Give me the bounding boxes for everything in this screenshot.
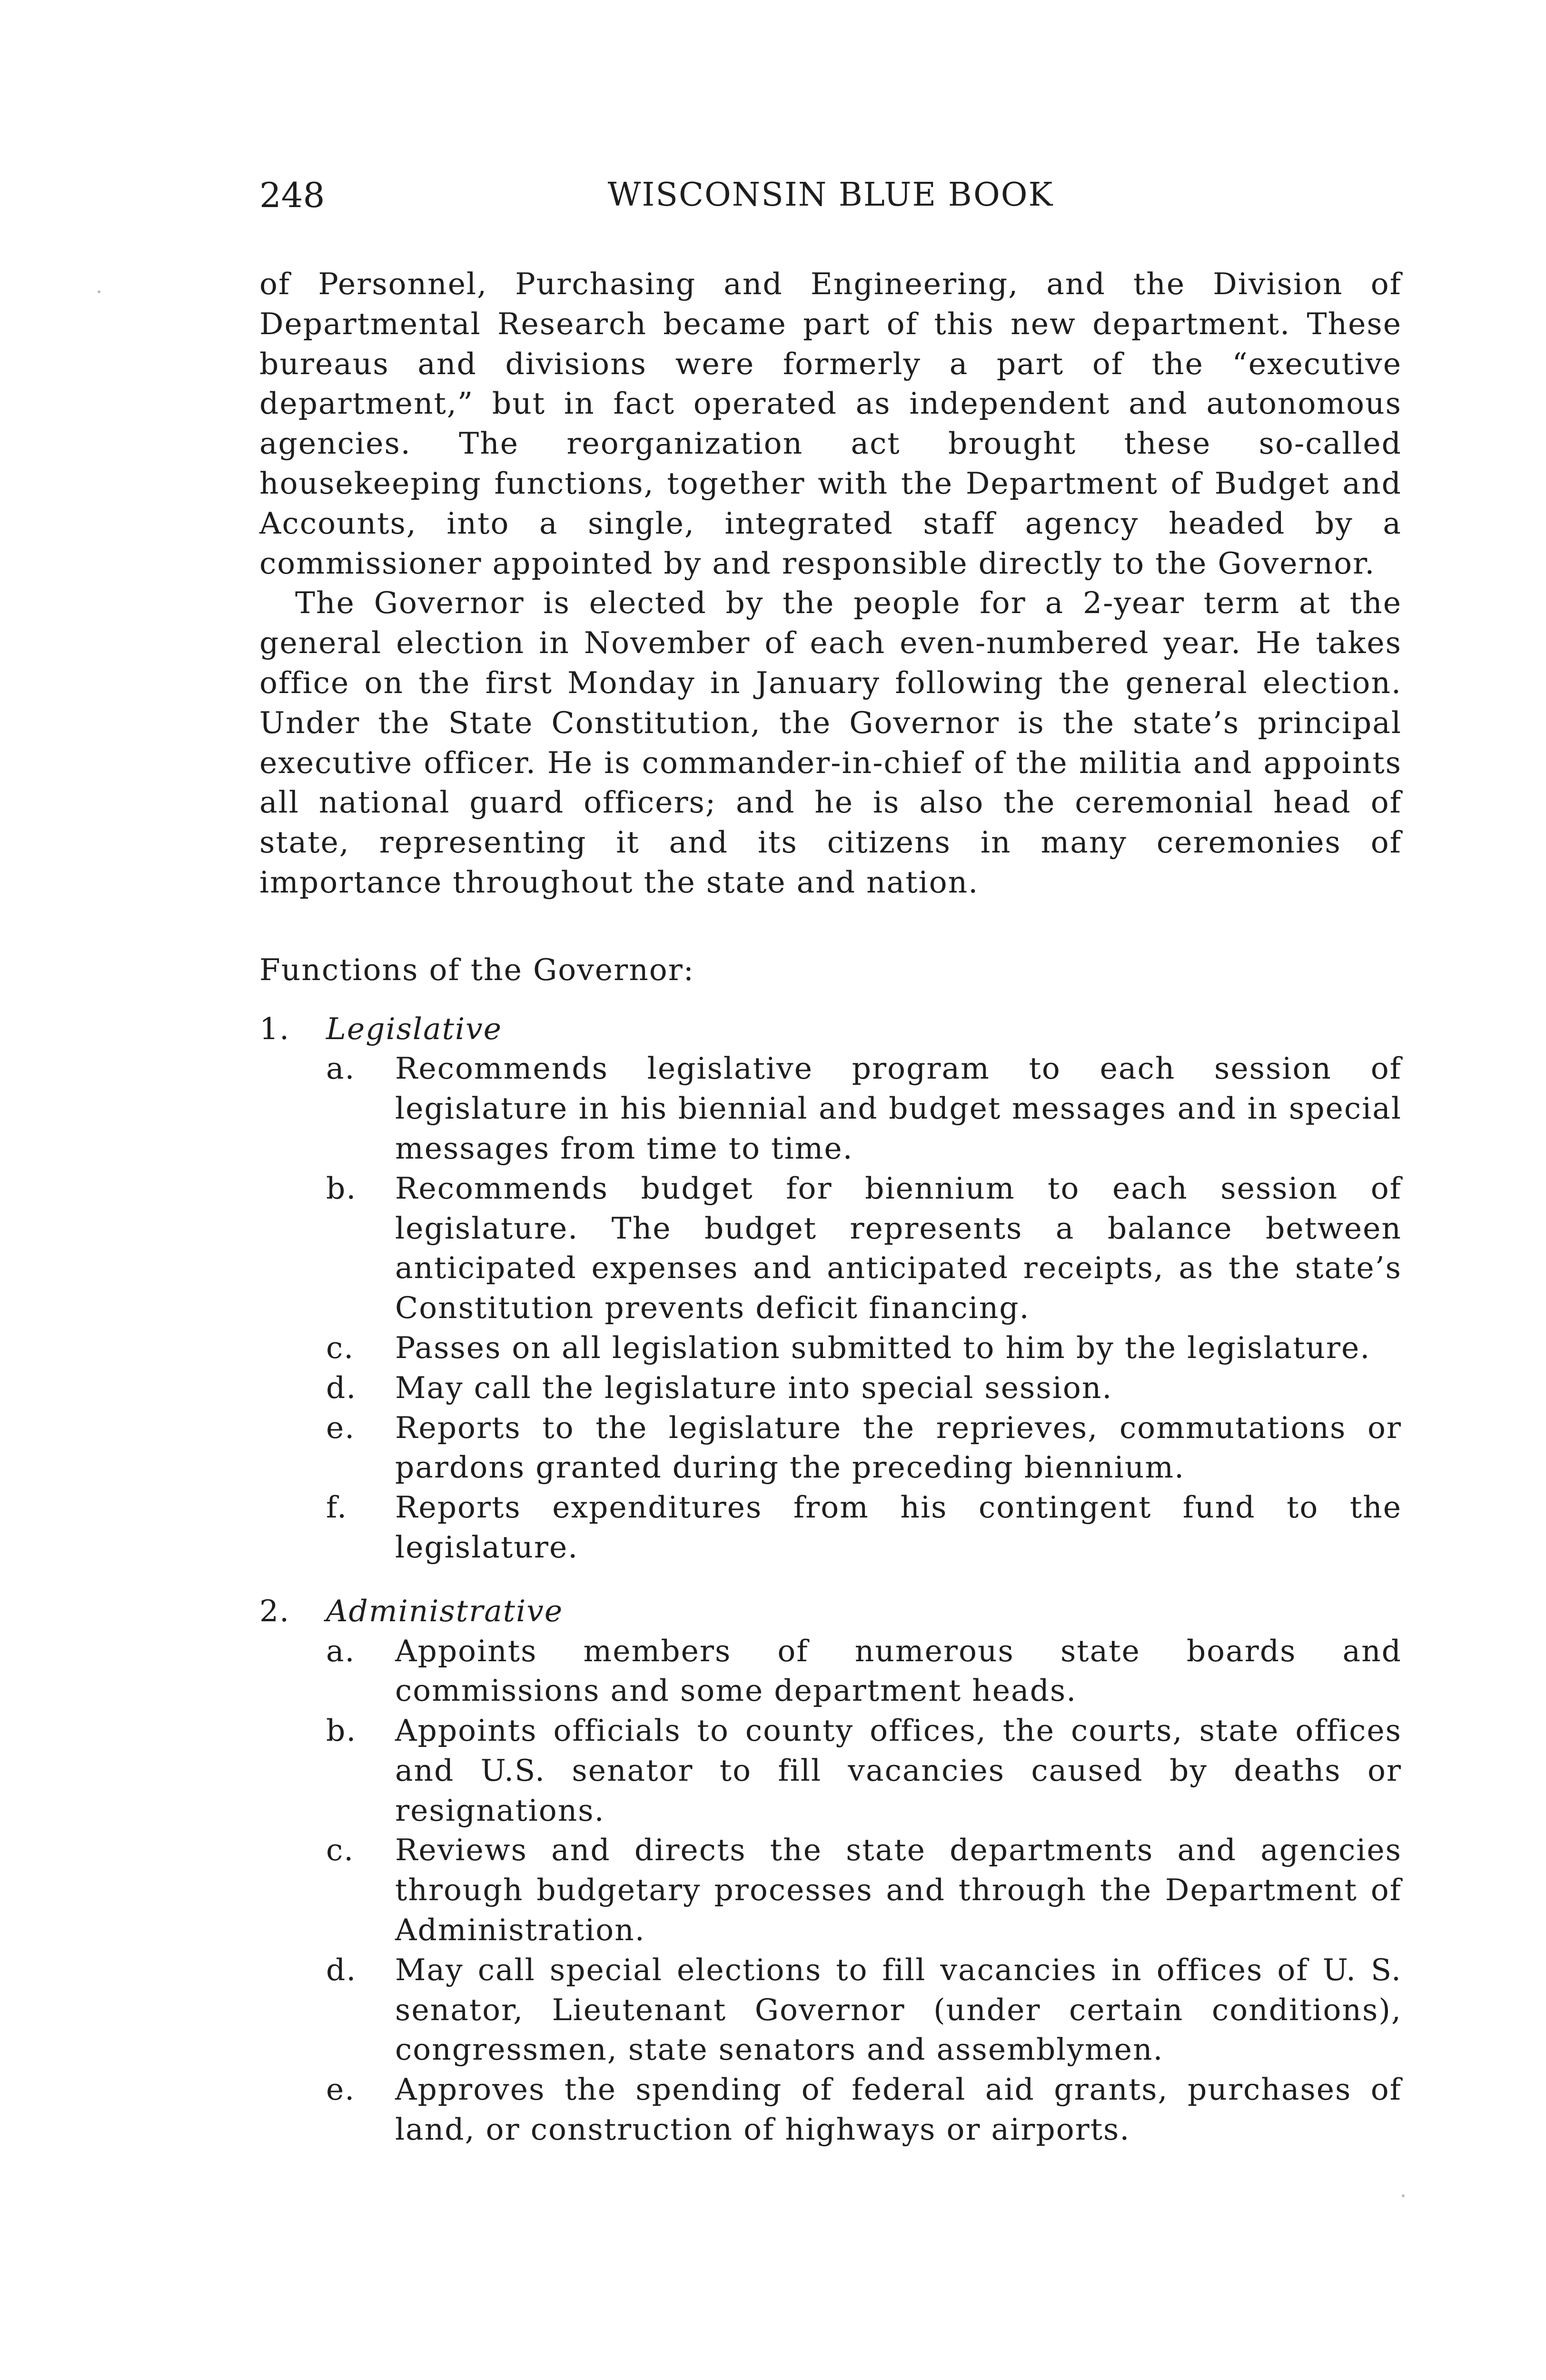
section-number: 2. — [259, 1593, 290, 1628]
item-text: Approves the spending of federal aid grants, purchases of land, or construction of highways or airports. — [395, 2072, 1402, 2147]
section-heading — [259, 1009, 1402, 1049]
item-text: May call the legislature into special session. — [395, 1370, 1113, 1405]
list-item — [259, 1488, 1402, 1567]
item-label: c. — [326, 1330, 355, 1365]
item-label: a. — [326, 1633, 356, 1668]
list-item — [259, 2070, 1402, 2150]
list-item — [259, 1169, 1402, 1328]
item-text: Recommends budget for biennium to each session of legislature. The budget represents a balance between anticipated expenses and anticipated receipts, as the state’s Constitution prevents deficit financing. — [395, 1170, 1402, 1326]
item-label: e. — [326, 1410, 356, 1445]
item-label: b. — [326, 1170, 357, 1206]
item-text: Reports to the legislature the reprieves, commutations or pardons granted during the preceding biennium. — [395, 1410, 1402, 1485]
list-item — [259, 1830, 1402, 1950]
item-text: May call special elections to fill vacancies in offices of U. S. senator, Lieutenant Governor (under certain conditions), congressmen, state senators and assemblymen. — [395, 1952, 1402, 2067]
list-item — [259, 1328, 1402, 1368]
running-header — [259, 171, 1402, 219]
section-title: Legislative — [326, 1011, 502, 1046]
page-body — [259, 264, 1402, 2150]
section-heading — [259, 1591, 1402, 1631]
scan-speck — [1402, 2194, 1405, 2197]
item-label: b. — [326, 1713, 357, 1748]
list-item — [259, 1631, 1402, 1711]
paragraph: of Personnel, Purchasing and Engineering, and the Division of Departmental Research became part of this new department. These bureaus and divisions were formerly a part of the “executive department,” but in fact operated as independent and autonomous agencies. The reorganization act brought these so-called housekeeping functions, together with the Department of Budget and Accounts, into a single, integrated staff agency headed by a commissioner appointed by and responsible directly to the Governor. — [259, 267, 1402, 581]
section-number: 1. — [259, 1011, 290, 1046]
item-label: c. — [326, 1833, 355, 1868]
item-text: Recommends legislative program to each session of legislature in his biennial and budget messages and in special messages from time to time. — [395, 1051, 1402, 1166]
item-label: d. — [326, 1370, 357, 1405]
item-text: Reviews and directs the state departments and agencies through budgetary processes and through the Department of Administration. — [395, 1833, 1402, 1948]
item-text: Appoints officials to county offices, the courts, state offices and U.S. senator to fill vacancies caused by deaths or resignations. — [395, 1713, 1402, 1828]
item-text: Appoints members of numerous state boards and commissions and some department heads. — [395, 1633, 1402, 1708]
list-item — [259, 1049, 1402, 1168]
list-item — [259, 1368, 1402, 1408]
item-text: Passes on all legislation submitted to him by the legislature. — [395, 1330, 1371, 1365]
section-title: Administrative — [326, 1593, 564, 1628]
item-label: e. — [326, 2072, 356, 2107]
item-label: d. — [326, 1952, 357, 1987]
section-administrative — [259, 1591, 1402, 2150]
list-item — [259, 1950, 1402, 2070]
page-number: 248 — [259, 175, 325, 215]
scan-speck — [98, 290, 100, 293]
item-label: a. — [326, 1051, 356, 1086]
item-label: f. — [326, 1490, 348, 1525]
section-legislative — [259, 1009, 1402, 1567]
paragraph: The Governor is elected by the people for a 2-year term at the general election in November of each even-numbered year. He takes office on the first Monday in January following the general election. Under the State Constitution, the Governor is the state’s principal executive officer. He is commander-in-chief of the militia and appoints all national guard officers; and he is also the ceremonial head of state, representing it and its citizens in many ceremonies of importance throughout the state and nation. — [259, 585, 1402, 900]
item-text: Reports expenditures from his contingent fund to the legislature. — [395, 1490, 1402, 1565]
list-item — [259, 1711, 1402, 1830]
list-item — [259, 1408, 1402, 1488]
running-title: WISCONSIN BLUE BOOK — [607, 176, 1054, 214]
functions-heading: Functions of the Governor: — [259, 952, 695, 987]
